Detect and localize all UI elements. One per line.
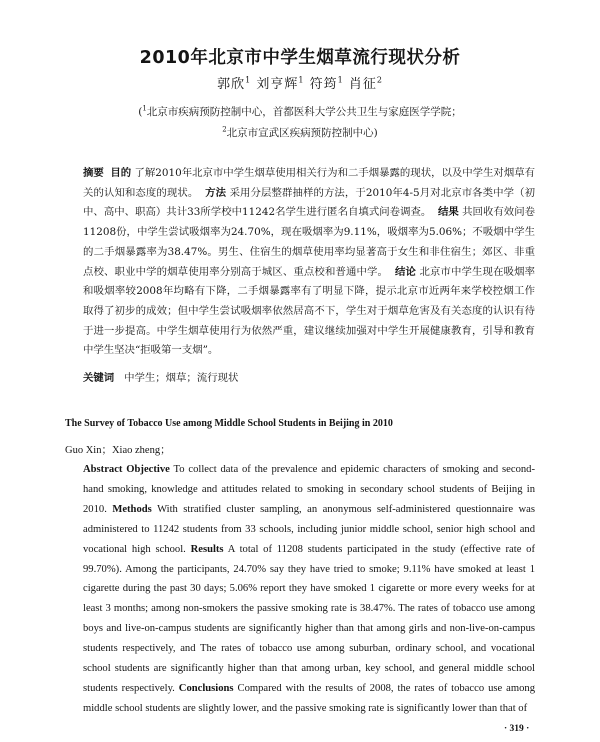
conclusions-label: 结论	[394, 265, 416, 278]
affiliation-1: ($^1$北京市疾病预防控制中心，首都医科大学公共卫生与家庭医学学院；	[138, 104, 462, 118]
methods-text: 采用分层整群抽样的方法，于2010年4-5月对北京市各类中学（初中、高中、职高）共计33所学校中11242名学生进行匿名自填式问卷调查。	[83, 186, 536, 219]
objective-text: 了解2010年北京市中学生烟草使用相关行为和二手烟暴露的现状，以及中学生对烟草有关的认知和态度的现状。	[83, 167, 535, 199]
results-text-en: A total of 11208 students participated in the study (effective rate of 99.70%). Among the participants, 24.70% say they have tried to smoke; 9.11% have smoked at least 1 cigarette during the past 30 days; 5.06% report they have smoked 1 cigarette or more every weeks for at least 3 months; among non-smokers the passive smoking rate is 38.47%. The rates of tobacco use among boys and live-on-campus students are significantly higher than that among girls and non-live-on-campus students respectively, and The rates of tobacco use among suburban, ordinary school, and vocational school students are significantly higher than that among urban, key school, and general middle school students respectively.	[83, 543, 535, 694]
objective-label: 目的	[110, 167, 132, 179]
objective-text-en: To collect data of the prevalence and epidemic characters of smoking and second-hand smoking, knowledge and attitudes related to smoking in secondary school students of Beijing in 2010.	[83, 464, 535, 515]
keywords-label: 关键词	[83, 372, 115, 384]
results-text: 共回收有效问卷11208份，中学生尝试吸烟率为24.70%，现在吸烟率为9.11%，吸烟率为5.06%；不吸烟中学生的二手烟暴露率为38.47%。男生、住宿生的烟草使用率均显著高于女生和非住宿生；郊区、非重点校、职业中学的烟草使用率分别高于城区、重点校和普通中学。	[83, 206, 535, 278]
methods-label: 方法	[205, 186, 227, 199]
author-sup: 1	[337, 75, 344, 85]
author-name: 肖征	[348, 77, 377, 92]
abstract-english	[65, 460, 535, 719]
conclusions-label-en: Conclusions	[178, 682, 234, 694]
abstract-label: 摘要	[83, 167, 104, 179]
conclusions-text: 北京市中学生现在吸烟率和吸烟率较2008年均略有下降，二手烟暴露率有了明显下降，提示北京市近两年来学校控烟工作取得了初步的成效；但中学生尝试吸烟率依然居高不下，学生对于烟草危害及有关态度的认识有待于进一步提高。中学生烟草使用行为依然严重，建议继续加强对中学生开展健康教育，引导和教育中学生坚决“拒吸第一支烟”。	[83, 265, 536, 357]
methods-label-en: Methods	[112, 503, 152, 515]
affiliation-2: $^2$北京市宣武区疾病预防控制中心)	[222, 125, 378, 139]
english-title: The Survey of Tobacco Use among Middle School Students in Beijing in 2010	[65, 418, 393, 429]
author-name: 刘亨辉	[256, 77, 299, 92]
keywords-text: 中学生；烟草；流行现状	[124, 372, 239, 384]
keywords-chinese	[83, 369, 533, 384]
abstract-label-en: Abstract	[83, 464, 123, 475]
results-label-en: Results	[190, 543, 224, 555]
author-sup: 1	[298, 75, 305, 85]
english-authors: Guo Xin；Xiao zheng；	[65, 445, 171, 456]
methods-text-en: With stratified cluster sampling, an anonymous self-administered questionnaire was administered to 11242 students from 33 schools, including junior middle school, senior high school and vocational high school.	[83, 503, 535, 555]
author-name: 符筠	[309, 77, 338, 92]
results-label: 结果	[437, 206, 459, 219]
paper-title: 2010年北京市中学生烟草流行现状分析	[139, 48, 461, 68]
abstract-chinese	[65, 164, 535, 361]
author-sup: 2	[376, 75, 383, 85]
author-list	[0, 73, 600, 92]
conclusions-text-en: Compared with the results of 2008, the rates of tobacco use among middle school students are slightly lower, and the passive smoking rate is significantly lower than that of	[83, 682, 535, 714]
author-name: 郭欣	[217, 77, 246, 92]
page-number: · 319 ·	[504, 724, 530, 734]
author-sup: 1	[245, 75, 252, 85]
objective-label-en: Objective	[126, 464, 170, 475]
